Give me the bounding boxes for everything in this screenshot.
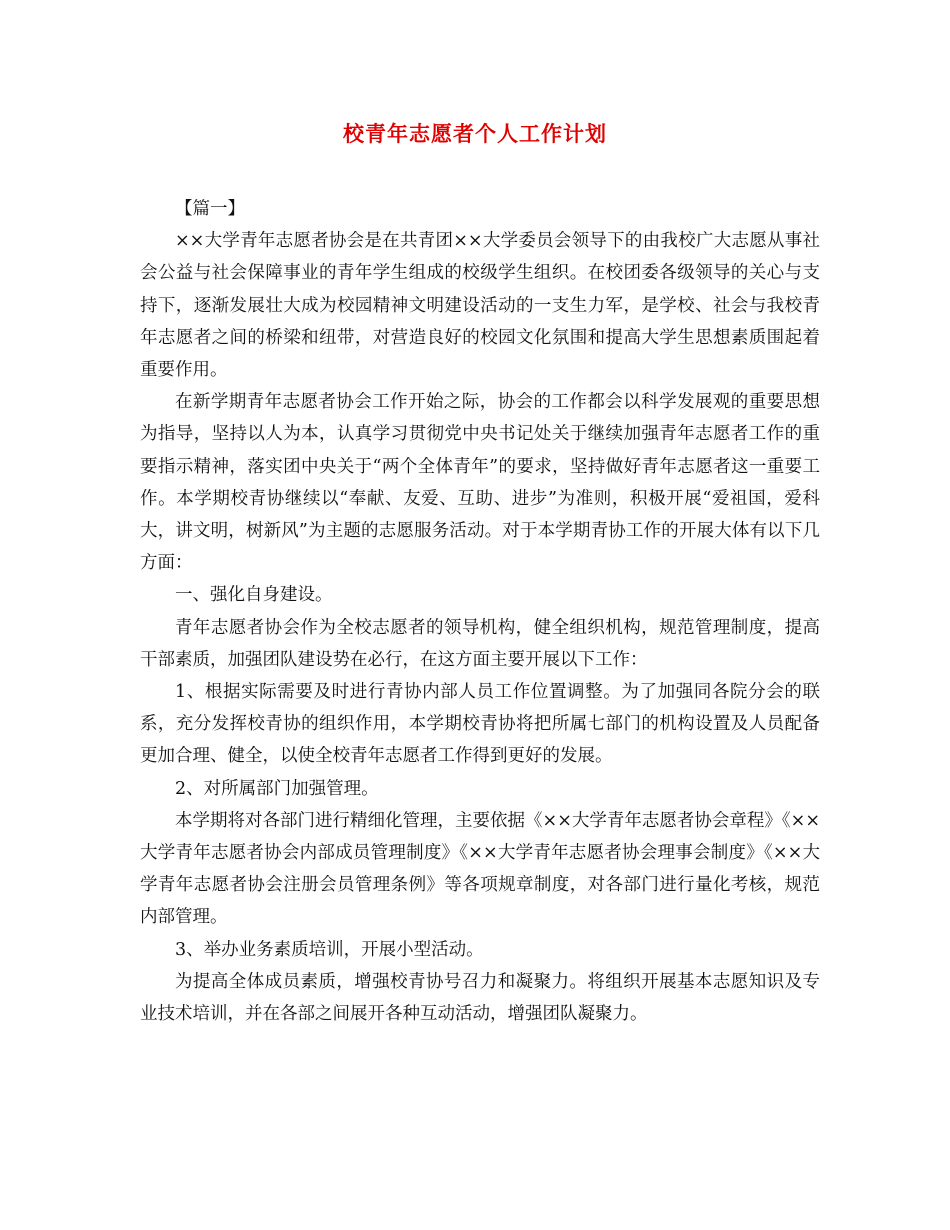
paragraph-item-3: 为提高全体成员素质，增强校青协号召力和凝聚力。将组织开展基本志愿知识及专业技术培训，并在各部之间展开各种互动活动，增强团队凝聚力。 (140, 971, 820, 1025)
paragraph-item-2: 本学期将对各部门进行精细化管理，主要依据《××大学青年志愿者协会章程》《××大学青年志愿者协会内部成员管理制度》《××大学青年志愿者协会理事会制度》《××大学青年志愿者协会注册会员管理条例》等各项规章制度，对各部门进行量化考核，规范内部管理。 (140, 810, 820, 928)
section-tag: 【篇一】 (175, 199, 245, 219)
heading-item-2: 2、对所属部门加强管理。 (175, 778, 379, 799)
document-title: 校青年志愿者个人工作计划 (343, 122, 607, 146)
paragraph-item-1: 1、根据实际需要及时进行青协内部人员工作位置调整。为了加强同各院分会的联系，充分发挥校青协的组织作用，本学期校青协将把所属七部门的机构设置及人员配备更加合理、健全，以使全校青年志愿者工作得到更好的发展。 (140, 682, 820, 767)
document-body (140, 193, 820, 1030)
paragraph-new-semester: 在新学期青年志愿者协会工作开始之际，协会的工作都会以科学发展观的重要思想为指导，坚持以人为本，认真学习贯彻党中央书记处关于继续加强青年志愿者工作的重要指示精神，落实团中央关于“两个全体青年”的要求，坚持做好青年志愿者这一重要工作。本学期校青协继续以“奉献、友爱、互助、进步”为准则，积极开展“爱祖国，爱科大，讲文明，树新风”为主题的志愿服务活动。对于本学期青协工作的开展大体有以下几方面： (140, 392, 820, 574)
paragraph-intro: ××大学青年志愿者协会是在共青团××大学委员会领导下的由我校广大志愿从事社会公益与社会保障事业的青年学生组成的校级学生组织。在校团委各级领导的关心与支持下，逐渐发展壮大成为校园精神文明建设活动的一支生力军，是学校、社会与我校青年志愿者之间的桥梁和纽带，对营造良好的校园文化氛围和提高大学生思想素质围起着重要作用。 (140, 231, 820, 381)
heading-self-building: 一、强化自身建设。 (175, 585, 333, 606)
heading-item-3: 3、举办业务素质培训，开展小型活动。 (175, 939, 484, 960)
paragraph-self-building: 青年志愿者协会作为全校志愿者的领导机构，健全组织机构，规范管理制度，提高干部素质，加强团队建设势在必行，在这方面主要开展以下工作： (140, 617, 820, 670)
